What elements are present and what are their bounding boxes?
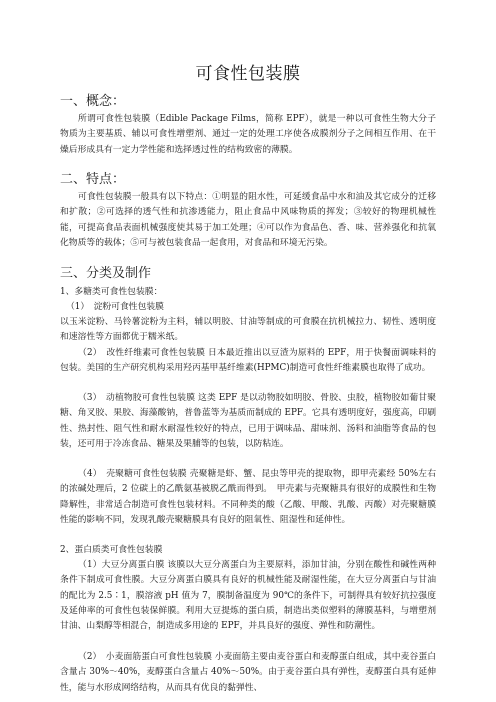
- section-heading-features: 二、特点：: [60, 172, 126, 187]
- document-title: 可食性包装膜: [195, 64, 301, 84]
- item-wheat-gluten: （2） 小麦面筋蛋白可食性包装膜 小麦面筋主要由麦谷蛋白和麦醇蛋白组成，其中麦谷蛋白含量占 30%～40%，麦醇蛋白含量占 40%～50%。由于麦谷蛋白具有弹性，麦醇蛋白具有延伸性，能与水形成网络结构，从而具有优良的黏弹性、: [60, 652, 436, 693]
- section-heading-concept: 一、概念：: [60, 94, 126, 109]
- item-cellulose: （2） 改性纤维素可食性包装膜 日本最近推出以豆渣为原料的 EPF，用于快餐面调味料的包装。美国的生产研究机构采用羟丙基甲基纤维素(HPMC)制造可食性纤维素膜也取得了成功。: [60, 348, 436, 374]
- item-soy-protein: （1）大豆分离蛋白膜 该膜以大豆分离蛋白为主要原料，添加甘油，分别在酸性和碱性两种条件下制成可食性膜。大豆分离蛋白膜具有良好的机械性能及耐湿性能，在大豆分离蛋白与甘油的配比为 2.5∶1，膜溶液 pH 值为 7，膜制备温度为 90℃的条件下，可制得具有较好抗拉强度及延伸率的可食性包装保鲜膜。利用大豆提炼的蛋白质，制造出类似塑料的薄膜基料，与增塑剂甘油、山梨醇等相混合，制造成多用途的 EPF，并具良好的强度、弹性和防潮性。: [60, 560, 436, 632]
- features-paragraph: 可食性包装膜一般具有以下特点：①明显的阻水性，可延缓食品中水和油及其它成分的迁移和扩散；②可选择的透气性和抗渗透能力，阻止食品中风味物质的挥发；③较好的物理机械性能，可提高食品表面机械强度使其易于加工处理；④可以作为食品色、香、味、营养强化和抗氧化物质等的载体；⑤可与被包装食品一起食用，对食品和环境无污染。: [60, 192, 436, 248]
- item-starch-text: 以玉米淀粉、马铃薯淀粉为主料，辅以明胶、甘油等制成的可食膜在抗机械拉力、韧性、透明度和速溶性等方面都优于糯米纸。: [60, 317, 436, 343]
- section-heading-classification: 三、分类及制作: [60, 266, 152, 281]
- item-starch-title: （1） 淀粉可食性包装膜: [66, 302, 164, 312]
- concept-paragraph: 所谓可食性包装膜（Edible Package Films，简称 EPF），就是一种以可食性生物大分子物质为主要基质、辅以可食性增塑剂、通过一定的处理工序使各成膜剂分子之间相互作用、在干燥后形成具有一定力学性能和选择透过性的结构致密的薄膜。: [60, 114, 436, 155]
- subsection-protein: 2、蛋白质类可食性包装膜: [60, 545, 163, 555]
- subsection-polysaccharide: 1、多糖类可食性包装膜：: [60, 287, 163, 297]
- item-gum: （3） 动植物胶可食性包装膜 这类 EPF 是以动物胶如明胶、骨胶、虫胶，植物胶如葡甘聚糖、角叉胶、果胶、海藻酸钠，普鲁蓝等为基质而制成的 EPF。它具有透明度好，强度高，印刷性、热封性、阻气性和耐水耐湿性较好的特点，已用于调味品、甜味剂、汤料和油脂等食品的包装，还可用于冷冻食品、糖果及果脯等的包装，以防粘连。: [60, 393, 436, 449]
- item-chitosan: （4） 壳聚糖可食性包装膜 壳聚糖是虾、蟹、昆虫等甲壳的提取物，即甲壳素经 50%左右的浓碱处理后，2 位碳上的乙酰氨基被脱乙酰而得到。 甲壳素与壳聚糖具有很好的成膜性和生物降解性，非常适合制造可食性包装材料。不同种类的酸（乙酸、甲酸、乳酸、丙酸）对壳聚糖膜性能的影响不同，发现乳酸壳聚糖膜具有良好的阻氧性、阻湿性和延伸性。: [60, 469, 436, 525]
